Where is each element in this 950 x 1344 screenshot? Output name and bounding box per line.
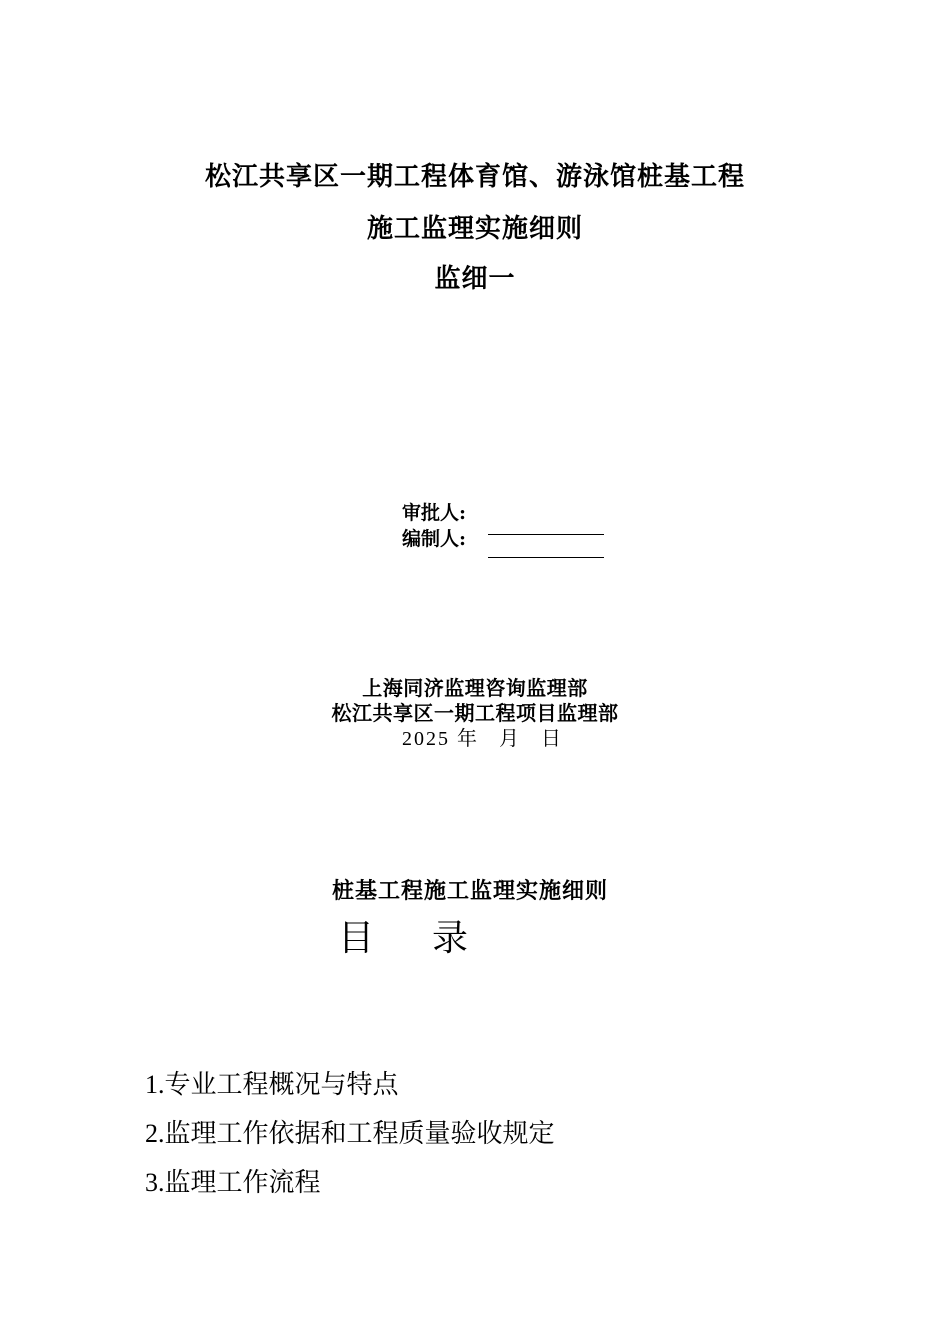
toc-item-text: 监理工作流程 [164, 1168, 321, 1198]
toc-item-text: 专业工程概况与特点 [164, 1070, 399, 1100]
toc-title [338, 910, 468, 961]
document-code: 监细一 [434, 264, 516, 294]
approver-signature-line [488, 534, 604, 535]
toc-item-number: 3. [145, 1168, 165, 1197]
toc-item[interactable] [145, 1064, 399, 1101]
toc-title-char1: 目 [338, 918, 375, 959]
toc-item-number: 1. [145, 1070, 165, 1099]
toc-item[interactable] [145, 1162, 321, 1199]
compiler-label: 编制人: [402, 528, 467, 550]
document-title-line1: 松江共享区一期工程体育馆、游泳馆桩基工程 [204, 162, 745, 192]
organization-line1: 上海同济监理咨询监理部 [362, 676, 588, 700]
toc-heading: 桩基工程施工监理实施细则 [332, 878, 609, 904]
toc-item[interactable] [145, 1113, 555, 1150]
document-title-line2: 施工监理实施细则 [366, 214, 583, 244]
organization-line2: 松江共享区一期工程项目监理部 [331, 701, 619, 725]
toc-title-char2: 录 [432, 918, 469, 959]
date-year: 2025 [402, 728, 450, 750]
date-line [402, 722, 563, 751]
toc-item-text: 监理工作依据和工程质量验收规定 [164, 1119, 555, 1149]
compiler-signature-line [488, 557, 604, 558]
approver-label: 审批人: [402, 502, 467, 524]
date-year-suffix: 年 [457, 728, 479, 750]
date-day: 日 [541, 728, 563, 750]
date-month: 月 [499, 728, 521, 750]
toc-item-number: 2. [145, 1119, 165, 1148]
